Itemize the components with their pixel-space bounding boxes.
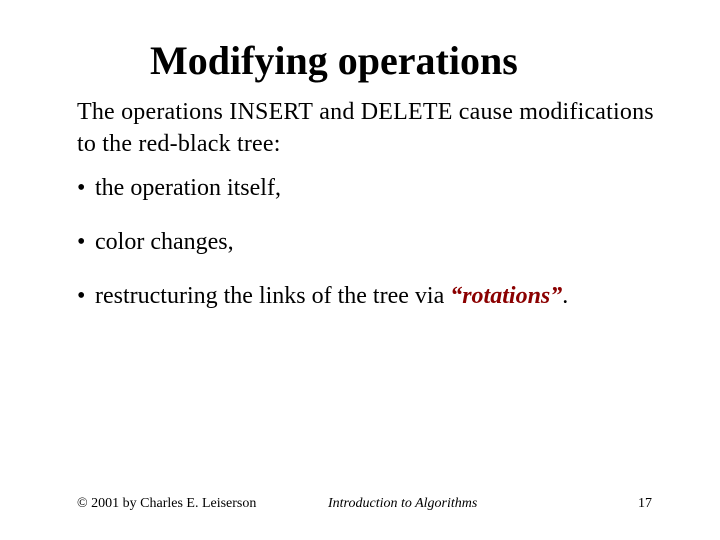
bullet-text: restructuring the links of the tree via — [95, 283, 451, 309]
bullet-icon: • — [77, 229, 86, 255]
bullet-icon: • — [77, 175, 86, 201]
footer-page-number: 17 — [638, 496, 652, 511]
bullet-item-color-changes — [77, 226, 677, 258]
slide-title: Modifying operations — [150, 38, 518, 83]
bullet-trailing-period: . — [562, 283, 569, 309]
insert-keyword-rest: NSERT — [237, 99, 314, 125]
bullet-item-operation — [77, 172, 677, 204]
delete-keyword-rest: ELETE — [378, 99, 453, 125]
intro-text-after: cause modifications to the red-black tree: — [77, 99, 654, 157]
intro-paragraph — [77, 96, 677, 160]
footer-copyright: © 2001 by Charles E. Leiserson — [77, 496, 257, 511]
intro-text-between: and D — [313, 99, 379, 125]
bullet-item-restructuring — [77, 280, 677, 312]
bullet-icon: • — [77, 283, 86, 309]
rotations-term: “rotations” — [450, 283, 563, 309]
bullet-text: the operation itself, — [95, 175, 281, 201]
bullet-list — [77, 172, 677, 334]
bullet-text: color changes, — [95, 229, 234, 255]
footer-book-title: Introduction to Algorithms — [328, 496, 478, 511]
intro-text-before-insert: The operations I — [77, 99, 238, 125]
